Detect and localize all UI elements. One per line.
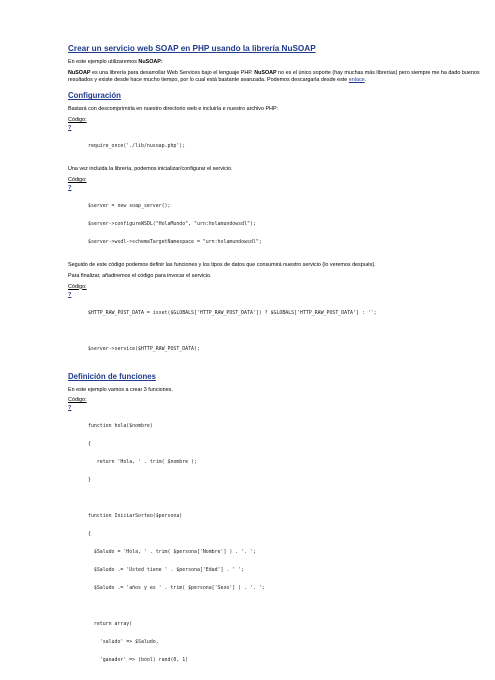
code-line: $HTTP_RAW_POST_DATA = isset($GLOBALS['HTTP_RAW_POST_DATA']) ? $GLOBALS['HTTP_RAW_POST_DATA'] : ''; (88, 309, 377, 316)
code-line: $Saludo .= 'años y es ' . trim( $persona['Sexo'] ) . '. '; (88, 585, 265, 592)
intro-paragraph (68, 59, 488, 66)
description-text-2: no es el único soporte (hay muchas más librerías) pero siempre me ha dado buenos resultados y existe desde hace mucho tiempo, por lo cual está bastante avanzada. Podemos descargarla desde este (68, 69, 480, 83)
code-line: { (88, 441, 91, 448)
description-paragraph (68, 70, 488, 84)
code-line: $server->service($HTTP_RAW_POST_DATA); (88, 345, 200, 352)
code-block-service (88, 298, 488, 364)
code-block-include (88, 131, 488, 161)
code-line: $server->configureWSDL("HolaMundo", "urn:holamundowsdl"); (88, 220, 256, 227)
code-line: $Saludo .= 'Usted tiene ' . $persona['Edad'] . ' '; (88, 567, 245, 574)
code-label: Código: (68, 117, 87, 124)
code-help-icon[interactable]: ? (68, 125, 72, 132)
intro-bold: NuSOAP: (138, 59, 163, 65)
article-body (68, 44, 488, 680)
section-heading-configuracion: Configuración (68, 91, 121, 101)
config-text-1: Bastará con descomprimirla en nuestro directorio web e incluirla e nuestro archivo PHP: (68, 106, 279, 113)
config-text-2: Una vez incluida la librería, podemos inicializar/configurar el servicio. (68, 166, 233, 173)
functions-text-1: En este ejemplo vamos a crear 3 funciones. (68, 386, 173, 393)
config-text-3: Seguido de este código podemos definir las funciones y los tipos de datos que consumirá nuestro servicio (lo veremos después). (68, 261, 376, 268)
description-end: . (364, 76, 367, 83)
code-help-icon[interactable]: ? (68, 405, 72, 412)
description-bold-2: NuSOAP (254, 69, 277, 76)
code-line: $server->wsdl->schemaTargetNamespace = "urn:holamundowsdl"; (88, 238, 262, 245)
code-line (88, 328, 488, 334)
code-block-functions (88, 411, 488, 675)
code-help-icon[interactable]: ? (68, 184, 72, 191)
code-label: Código: (68, 176, 87, 183)
code-line: 'ganador' => (bool) rand(0, 1) (88, 657, 189, 664)
section-heading-funciones: Definición de funciones (68, 371, 156, 381)
intro-prefix: En este ejemplo utilizaremos (68, 59, 139, 65)
code-line: } (88, 477, 91, 484)
code-line: function IniciarSorteo($persona) (88, 513, 183, 520)
code-block-server (88, 191, 488, 257)
config-text-4: Para finalizar, añadiremos el código para invocar el servicio. (68, 272, 212, 279)
download-link[interactable]: enlace (348, 76, 365, 83)
code-line: return array( (88, 621, 133, 628)
code-label: Código: (68, 397, 87, 404)
description-bold-1: NuSOAP (68, 69, 91, 76)
code-line: require_once('./lib/nusoap.php'); (88, 143, 186, 150)
code-line (88, 495, 488, 501)
page-title: Crear un servicio web SOAP en PHP usando la librería NuSOAP (68, 44, 316, 53)
code-line: 'saludo' => $Saludo, (88, 639, 159, 646)
code-help-icon[interactable]: ? (68, 291, 72, 298)
code-line: $Saludo = 'Hola, ' . trim( $persona['Nombre'] ) . '. '; (88, 549, 256, 556)
code-line: { (88, 531, 91, 538)
code-line: $server = new soap_server(); (88, 202, 171, 209)
code-line: return 'Hola, ' . trim( $nombre ); (88, 459, 197, 466)
code-line: function hola($nombre) (88, 423, 153, 430)
code-label: Código: (68, 283, 87, 290)
description-text-1: es una librería para desarrollar Web Services bajo el lenguaje PHP. (90, 69, 255, 76)
code-line (88, 603, 488, 609)
